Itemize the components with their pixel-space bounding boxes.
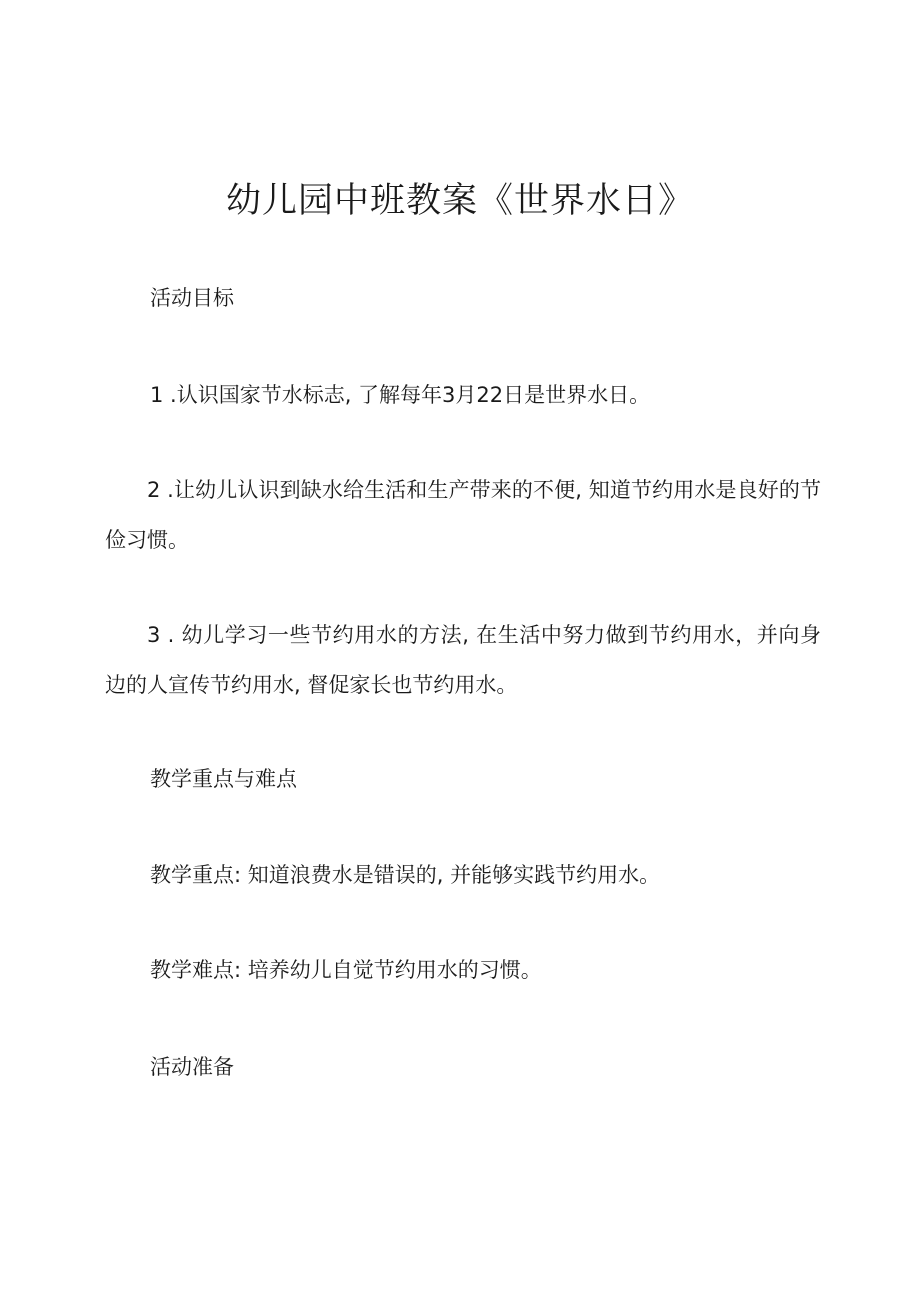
document-title: 幼儿园中班教案《世界水日》: [225, 181, 694, 221]
objective-item-1: 1 .认识国家节水标志, 了解每年3月22日是世界水日。: [150, 383, 651, 407]
key-point-text: 教学重点: 知道浪费水是错误的, 并能够实践节约用水。: [150, 863, 661, 887]
objective-item-2: 2 .让幼儿认识到缺水给生活和生产带来的不便, 知道节约用水是良好的节俭习惯。: [105, 478, 821, 552]
section-heading-preparation: 活动准备: [150, 1055, 234, 1079]
objective-item-3: 3 . 幼儿学习一些节约用水的方法, 在生活中努力做到节约用水，并向身边的人宣传节约用水, 督促家长也节约用水。: [105, 623, 821, 697]
section-heading-objectives: 活动目标: [150, 286, 234, 310]
difficult-point-text: 教学难点: 培养幼儿自觉节约用水的习惯。: [150, 958, 542, 982]
section-heading-key-points: 教学重点与难点: [150, 767, 297, 791]
